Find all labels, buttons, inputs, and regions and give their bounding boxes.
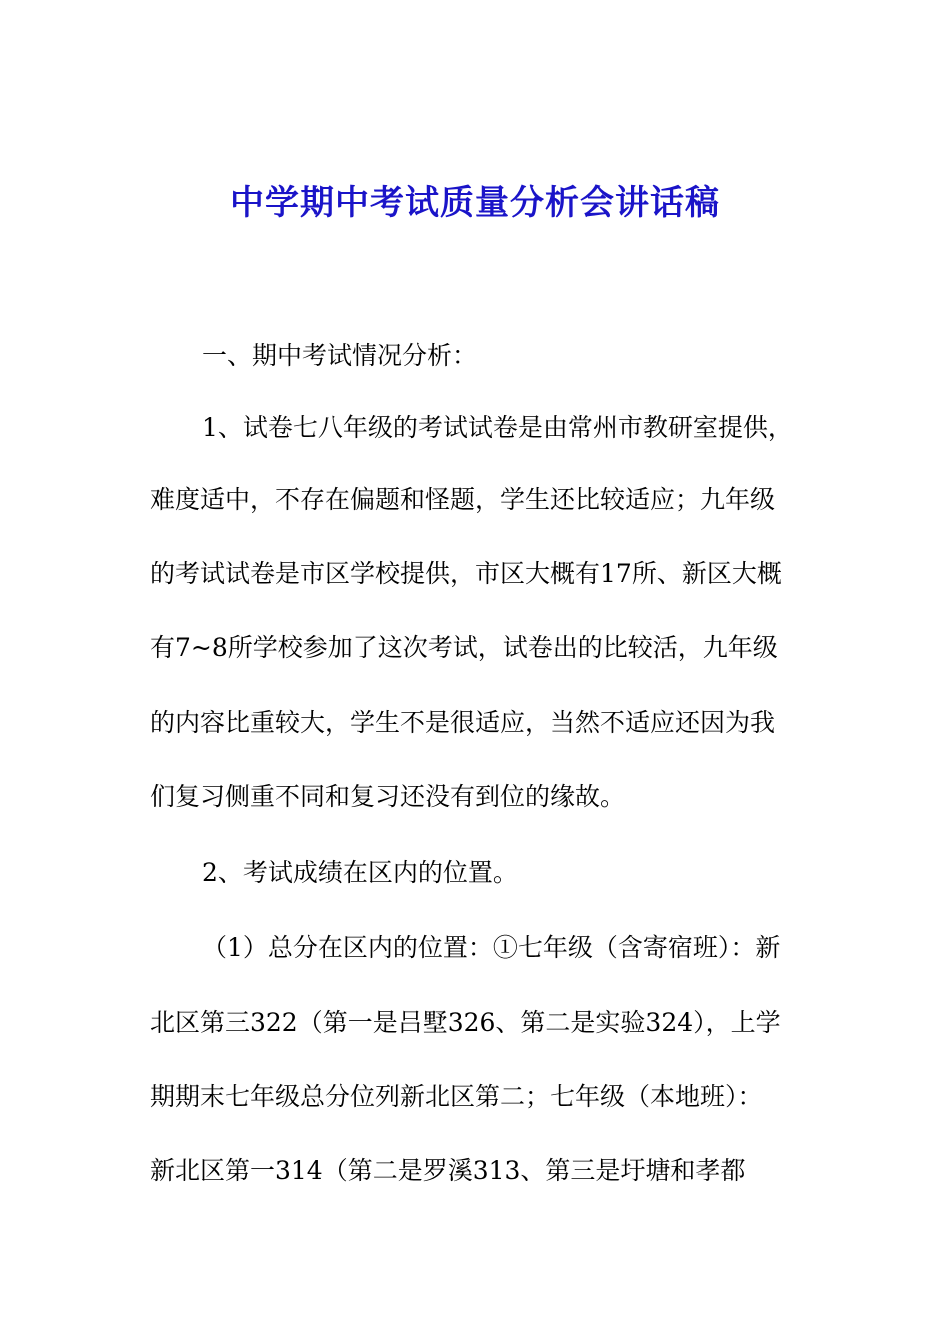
paragraph-line: 1、试卷七八年级的考试试卷是由常州市教研室提供， [202, 413, 793, 442]
paragraph-line: 北区第三322（第一是吕墅326、第二是实验324），上学 [150, 1008, 781, 1037]
paragraph-line: 难度适中，不存在偏题和怪题，学生还比较适应；九年级 [150, 485, 776, 514]
paragraph-line: 有7~8所学校参加了这次考试，试卷出的比较活，九年级 [150, 633, 778, 662]
paragraph-line: （1）总分在区内的位置：①七年级（含寄宿班）：新 [202, 933, 781, 962]
paragraph-line: 期期末七年级总分位列新北区第二；七年级（本地班）： [150, 1082, 763, 1111]
document-title: 中学期中考试质量分析会讲话稿 [230, 183, 720, 223]
paragraph-line: 2、考试成绩在区内的位置。 [202, 858, 518, 887]
paragraph-line: 的内容比重较大，学生不是很适应，当然不适应还因为我 [150, 708, 776, 737]
paragraph-line: 新北区第一314（第二是罗溪313、第三是圩塘和孝都 [150, 1156, 746, 1185]
paragraph-line: 的考试试卷是市区学校提供，市区大概有17所、新区大概 [150, 559, 782, 588]
section-heading: 一、期中考试情况分析： [202, 341, 478, 370]
paragraph-line: 们复习侧重不同和复习还没有到位的缘故。 [150, 782, 626, 811]
